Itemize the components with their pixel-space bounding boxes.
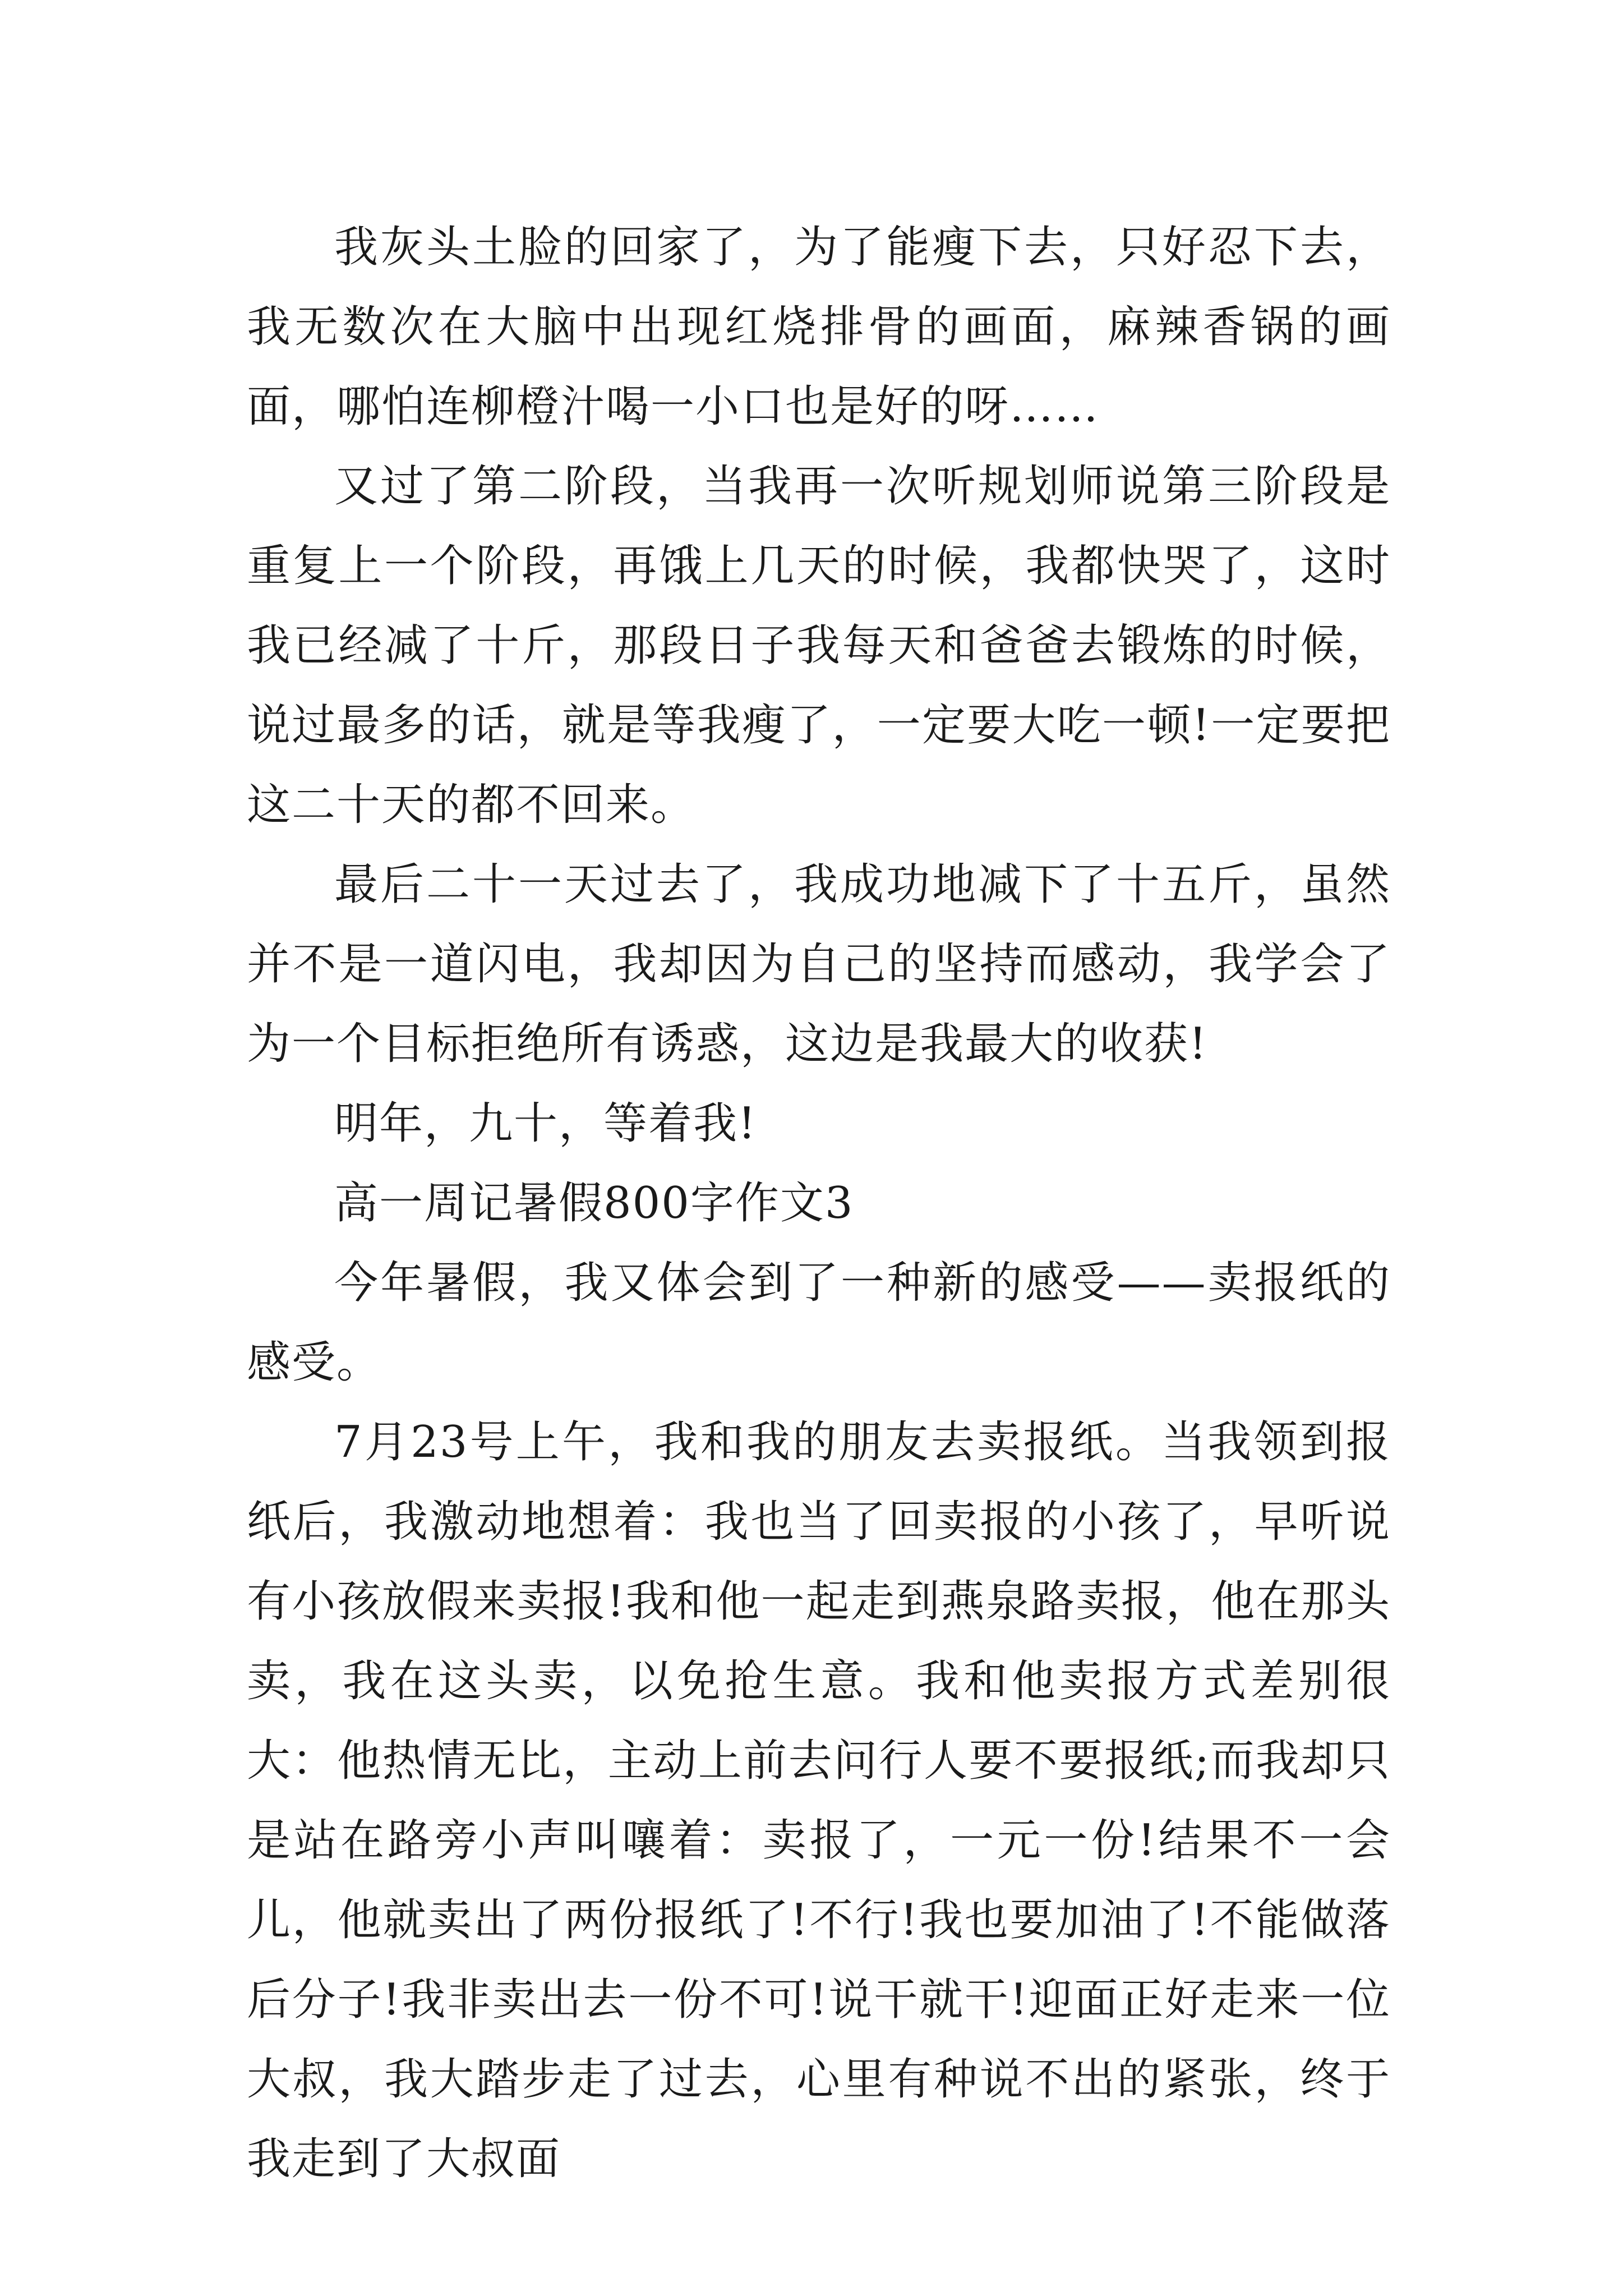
- paragraph-4: 明年，九十，等着我!: [334, 1098, 757, 1149]
- section-heading: 高一周记暑假800字作文3: [334, 1178, 854, 1228]
- paragraph-3: 最后二十一天过去了，我成功地减下了十五斤，虽然并不是一道闪电，我却因为自己的坚持而感动，我学会了为一个目标拒绝所有诱惑，这边是我最大的收获!: [247, 859, 1391, 1069]
- paragraph-5: 今年暑假，我又体会到了一种新的感受——卖报纸的感受。: [247, 1258, 1391, 1388]
- paragraph-1: 我灰头土脸的回家了，为了能瘦下去，只好忍下去，我无数次在大脑中出现红烧排骨的画面，麻辣香锅的画面，哪怕连柳橙汁喝一小口也是好的呀……: [247, 222, 1391, 432]
- paragraph-2: 又过了第二阶段，当我再一次听规划师说第三阶段是重复上一个阶段，再饿上几天的时候，我都快哭了，这时我已经减了十斤，那段日子我每天和爸爸去锻炼的时候，说过最多的话，就是等我瘦了，一定要大吃一顿!一定要把这二十天的都不回来。: [247, 461, 1391, 830]
- paragraph-6: 7月23号上午，我和我的朋友去卖报纸。当我领到报纸后，我激动地想着：我也当了回卖报的小孩了，早听说有小孩放假来卖报!我和他一起走到燕泉路卖报，他在那头卖，我在这头卖，以免抢生意。我和他卖报方式差别很大：他热情无比，主动上前去问行人要不要报纸;而我却只是站在路旁小声叫嚷着：卖报了，一元一份!结果不一会儿，他就卖出了两份报纸了!不行!我也要加油了!不能做落后分子!我非卖出去一份不可!说干就干!迎面正好走来一位大叔，我大踏步走了过去，心里有种说不出的紧张，终于我走到了大叔面: [247, 1417, 1391, 2184]
- document-body: [247, 208, 1391, 2199]
